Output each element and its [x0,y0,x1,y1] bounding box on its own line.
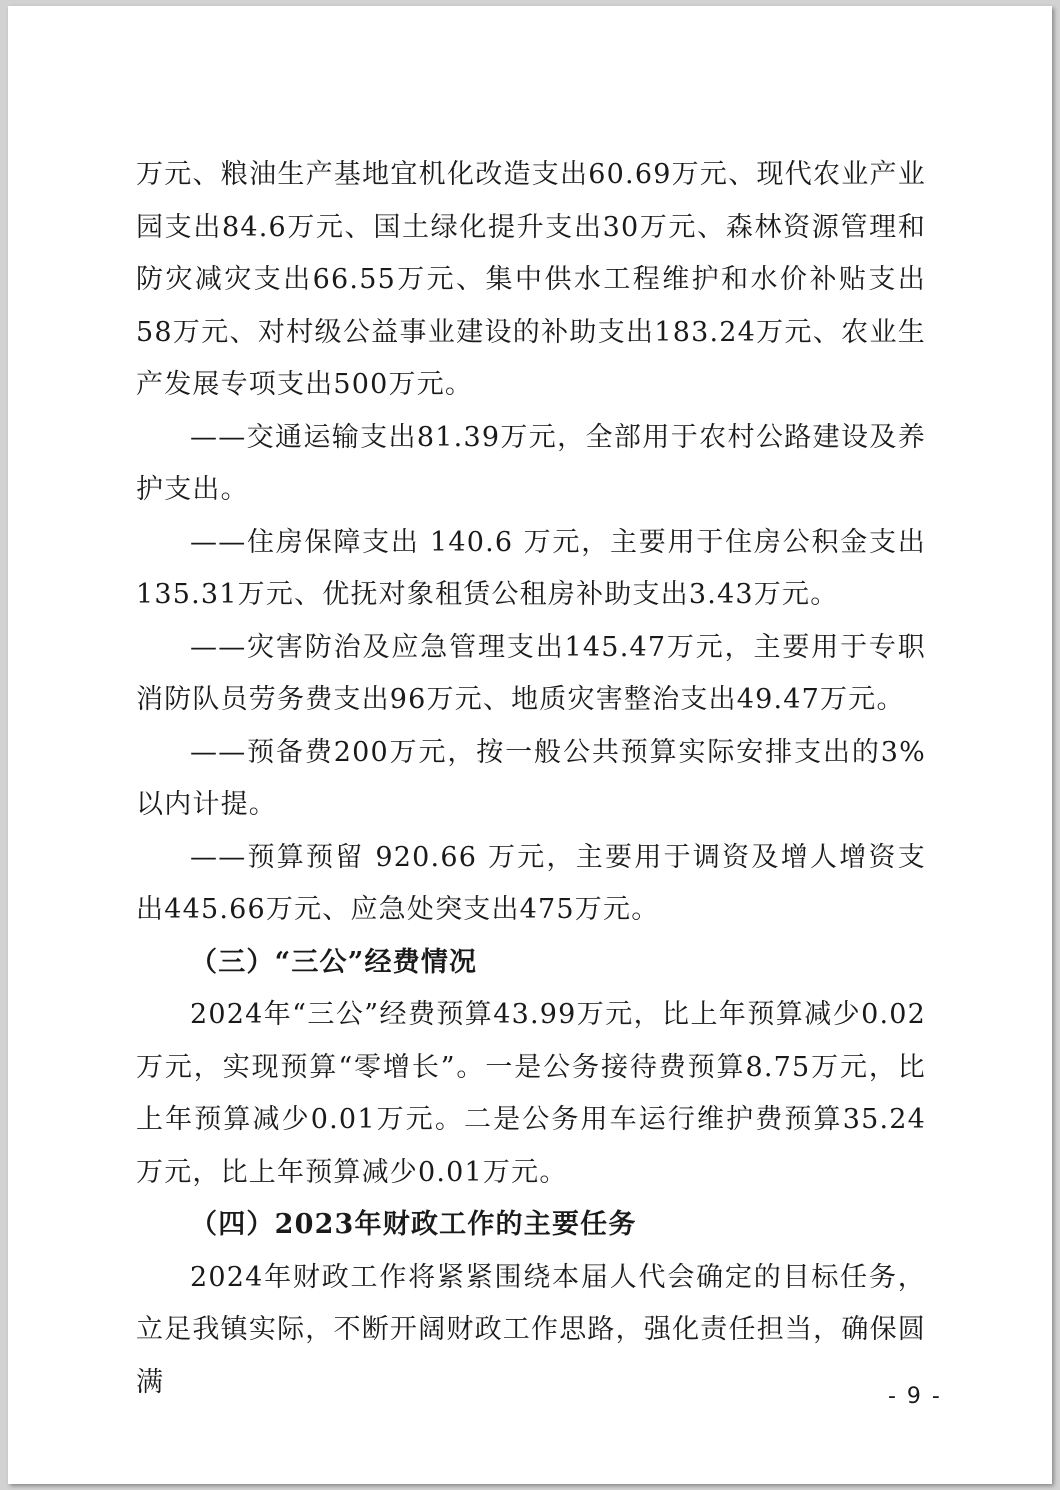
section-heading-three-public: （三）“三公”经费情况 [190,946,478,978]
paragraph-three-public: 2024年“三公”经费预算43.99万元，比上年预算减少0.02万元，实现预算“零增长”。一是公务接待费预算8.75万元，比上年预算减少0.01万元。二是公务用车运行维护费预算35.24万元，比上年预算减少0.01万元。 [136,999,926,1188]
paragraph-disaster-prevention: ——灾害防治及应急管理支出145.47万元，主要用于专职消防队员劳务费支出96万元、地质灾害整治支出49.47万元。 [136,631,926,715]
paragraph-main-tasks: 2024年财政工作将紧紧围绕本届人代会确定的目标任务，立足我镇实际，不断开阔财政工作思路，强化责任担当，确保圆满 [136,1261,926,1398]
paragraph-budget-reserve: ——预算预留 920.66 万元，主要用于调资及增人增资支出445.66万元、应急处突支出475万元。 [136,841,926,925]
page-number: - 9 - [888,1384,942,1409]
page-content [136,149,926,1409]
paragraph-reserve-fund: ——预备费200万元，按一般公共预算实际安排支出的3%以内计提。 [136,736,926,820]
paragraph-agriculture-continued: 万元、粮油生产基地宜机化改造支出60.69万元、现代农业产业园支出84.6万元、国土绿化提升支出30万元、森林资源管理和防灾减灾支出66.55万元、集中供水工程维护和水价补贴支出58万元、对村级公益事业建设的补助支出183.24万元、农业生产发展专项支出500万元。 [136,159,926,400]
paragraph-transport: ——交通运输支出81.39万元，全部用于农村公路建设及养护支出。 [136,421,926,505]
paragraph-housing: ——住房保障支出 140.6 万元，主要用于住房公积金支出135.31万元、优抚对象租赁公租房补助支出3.43万元。 [136,526,926,610]
section-heading-main-tasks: （四）2023年财政工作的主要任务 [190,1209,637,1240]
document-page [8,6,1052,1484]
